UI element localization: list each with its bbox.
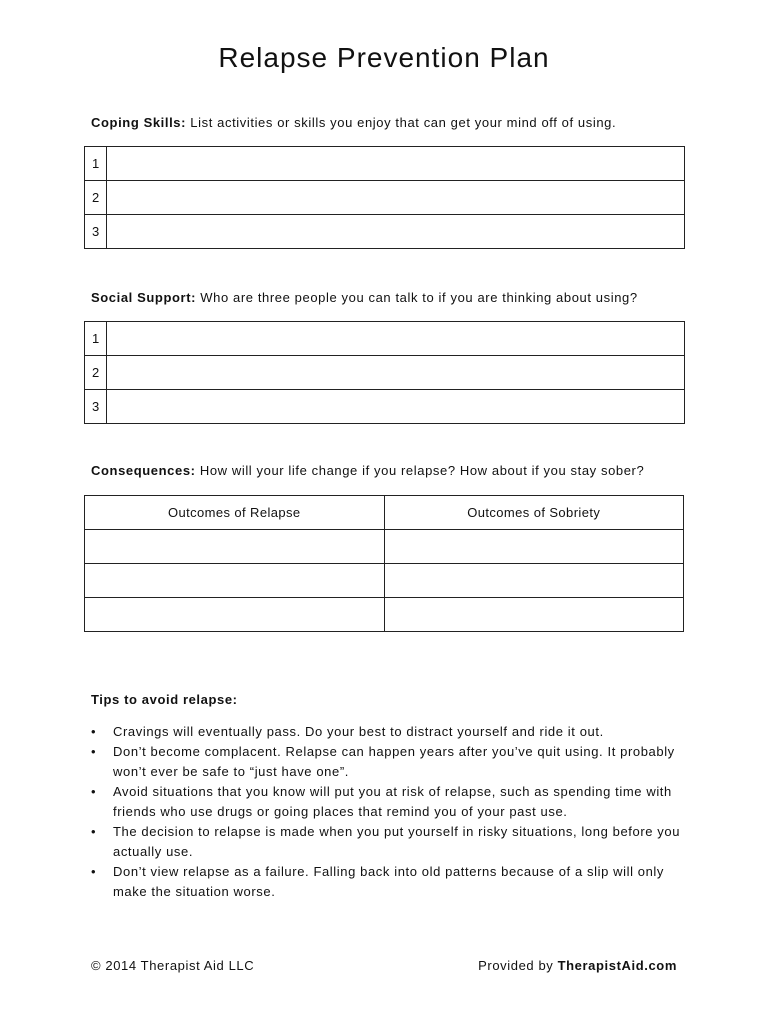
row-number: 1 <box>85 322 107 356</box>
relapse-outcome-field-2[interactable] <box>85 564 385 598</box>
row-number: 3 <box>85 390 107 424</box>
coping-skill-field-2[interactable] <box>107 181 685 215</box>
provided-by-text: Provided by <box>478 958 554 973</box>
list-item <box>91 822 681 862</box>
support-person-field-1[interactable] <box>107 322 685 356</box>
table-row <box>85 598 684 632</box>
table-row <box>85 181 685 215</box>
bullet-icon: • <box>91 724 97 739</box>
social-support-table <box>84 321 685 424</box>
sobriety-outcome-field-1[interactable] <box>384 530 684 564</box>
sobriety-column-header: Outcomes of Sobriety <box>384 496 684 530</box>
brand-link[interactable]: TherapistAid.com <box>557 958 677 973</box>
coping-skills-label: Coping Skills: <box>91 115 187 130</box>
copyright-notice: © 2014 Therapist Aid LLC <box>91 958 255 973</box>
social-support-text: Who are three people you can talk to if you are thinking about using? <box>200 290 638 305</box>
bullet-icon: • <box>91 784 97 799</box>
support-person-field-3[interactable] <box>107 390 685 424</box>
coping-skills-text: List activities or skills you enjoy that can get your mind off of using. <box>190 115 617 130</box>
list-item <box>91 862 681 902</box>
consequences-label: Consequences: <box>91 463 196 478</box>
tip-text: Don’t view relapse as a failure. Falling back into old patterns because of a slip will only make the situation worse. <box>113 864 665 899</box>
coping-skill-field-1[interactable] <box>107 147 685 181</box>
social-support-prompt <box>91 290 638 305</box>
table-header-row <box>85 496 684 530</box>
row-number: 2 <box>85 181 107 215</box>
outcomes-table <box>84 495 684 632</box>
coping-skills-prompt <box>91 115 616 130</box>
table-row <box>85 356 685 390</box>
coping-skills-table <box>84 146 685 249</box>
relapse-column-header: Outcomes of Relapse <box>85 496 385 530</box>
tips-heading: Tips to avoid relapse: <box>91 692 238 707</box>
bullet-icon: • <box>91 744 97 759</box>
social-support-label: Social Support: <box>91 290 197 305</box>
list-item <box>91 782 681 822</box>
page-title: Relapse Prevention Plan <box>218 42 550 73</box>
coping-skill-field-3[interactable] <box>107 215 685 249</box>
table-row <box>85 322 685 356</box>
tip-text: Don’t become complacent. Relapse can happen years after you’ve quit using. It probably won’t ever be safe to “just have one”. <box>113 744 675 779</box>
row-number: 1 <box>85 147 107 181</box>
bullet-icon: • <box>91 824 97 839</box>
consequences-prompt <box>91 463 644 478</box>
table-row <box>85 530 684 564</box>
consequences-text: How will your life change if you relapse? How about if you stay sober? <box>199 463 645 478</box>
provided-by <box>478 958 677 973</box>
table-row <box>85 215 685 249</box>
table-row <box>85 564 684 598</box>
tip-text: Cravings will eventually pass. Do your best to distract yourself and ride it out. <box>113 724 604 739</box>
bullet-icon: • <box>91 864 97 879</box>
tips-list <box>91 722 681 902</box>
table-row <box>85 147 685 181</box>
row-number: 3 <box>85 215 107 249</box>
list-item <box>91 742 681 782</box>
tip-text: The decision to relapse is made when you put yourself in risky situations, long before you actually use. <box>113 824 681 859</box>
row-number: 2 <box>85 356 107 390</box>
relapse-outcome-field-1[interactable] <box>85 530 385 564</box>
list-item <box>91 722 681 742</box>
relapse-outcome-field-3[interactable] <box>85 598 385 632</box>
sobriety-outcome-field-2[interactable] <box>384 564 684 598</box>
support-person-field-2[interactable] <box>107 356 685 390</box>
sobriety-outcome-field-3[interactable] <box>384 598 684 632</box>
tip-text: Avoid situations that you know will put you at risk of relapse, such as spending time with friends who use drugs or going places that remind you of your past use. <box>113 784 672 819</box>
table-row <box>85 390 685 424</box>
